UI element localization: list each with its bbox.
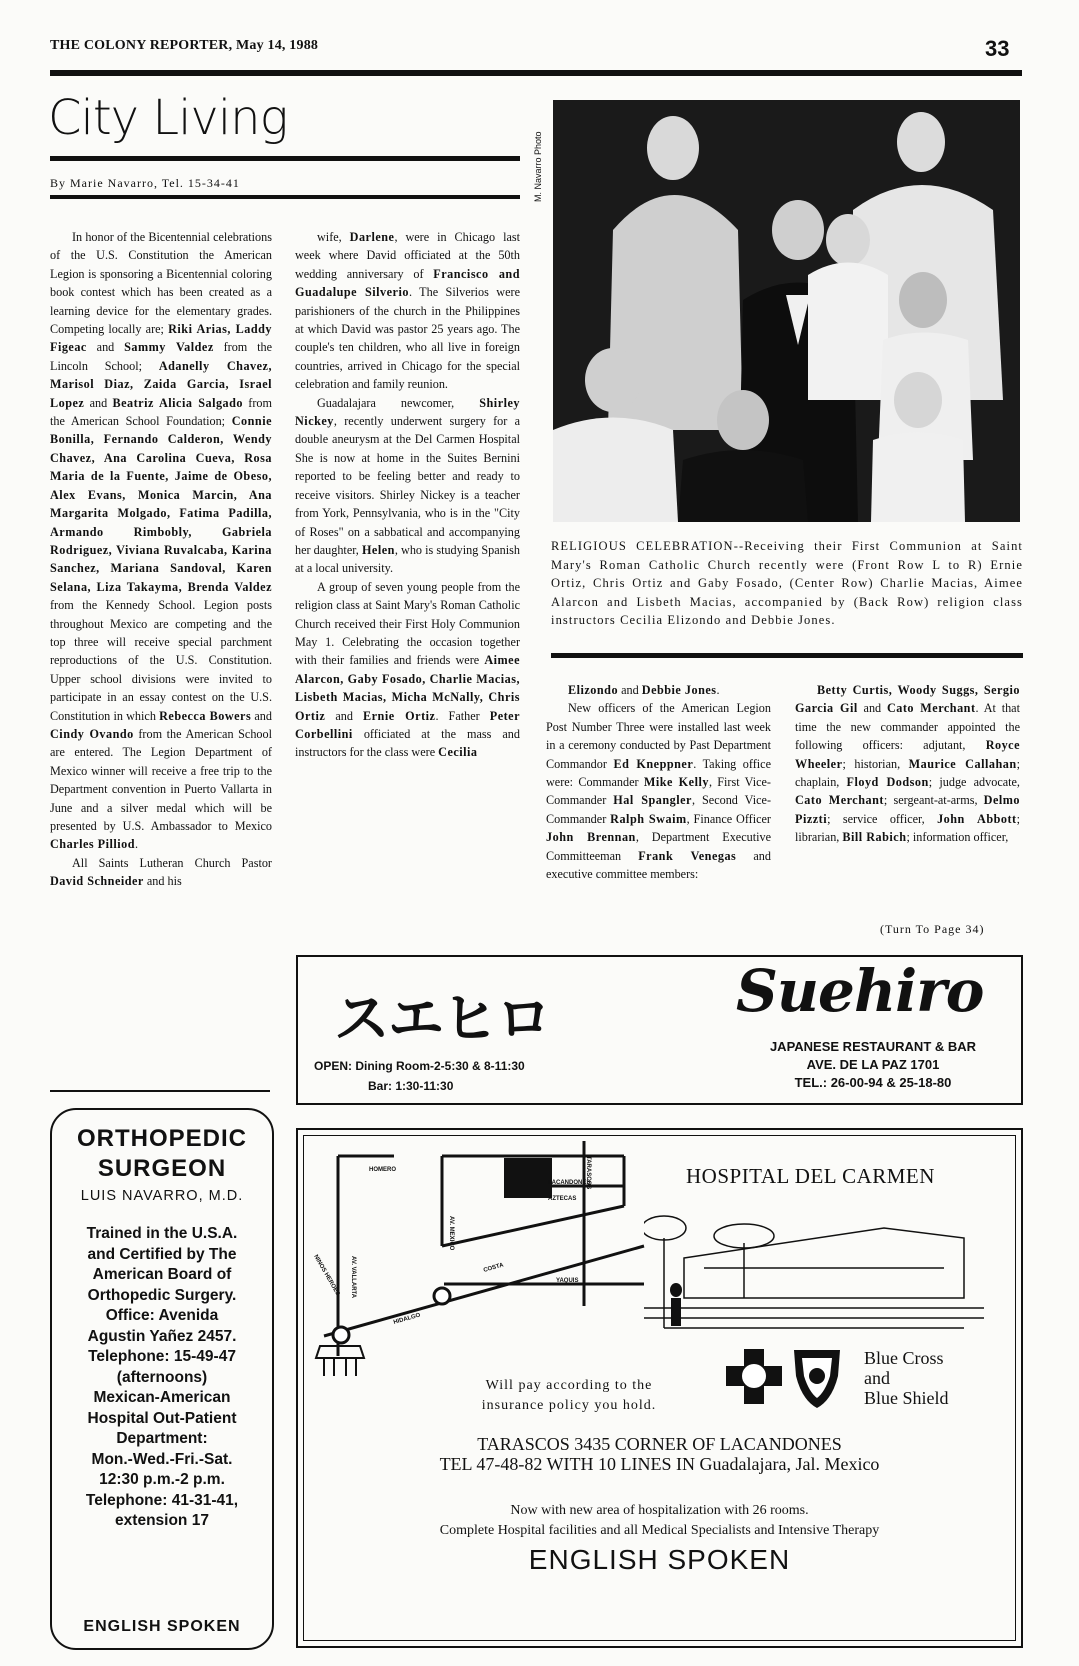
photo-credit: M. Navarro Photo	[533, 131, 543, 202]
insurer-line: Blue Shield	[864, 1388, 949, 1408]
ortho-title-line2: SURGEON	[97, 1155, 227, 1182]
article-paragraph: Guadalajara newcomer, Shirley Nickey, recently underwent surgery for a double aneurysm at the Del Carmen Hospital She is now at home in the Suites Bernini reported to be feeling better and ready to receive visitors. Shirley Nickey is a teacher from York, Pennsylvania, who is in the "City of Roses" on a sabbatical and accompanying her daughter, Helen, who is studying Spanish at a local university.	[295, 395, 520, 576]
article-paragraph: A group of seven young people from the religion class at Saint Mary's Roman Catholic Church received their First Holy Communion May 1. Celebrating the occasion together with their families and friends were Aimee Alarcon, Gaby Fosado, Charlie Macias, Lisbeth Macias, Micha McNally, Chris Ortiz and Ernie Ortiz. Father Peter Corbellini officiated at the mass and instructors for the class were Cecilia	[295, 579, 520, 760]
section-title: City Living	[48, 90, 288, 146]
title-rule	[50, 156, 520, 161]
ortho-line: and Certified by The	[87, 1245, 237, 1263]
ortho-line: Hospital Out-Patient	[87, 1409, 237, 1427]
monument-icon	[316, 1346, 364, 1376]
dining-hours: OPEN: Dining Room-2-5:30 & 8-11:30	[314, 1059, 525, 1073]
article-paragraph: All Saints Lutheran Church Pastor David Schneider and his	[50, 855, 272, 889]
bold-name: Maurice Callahan	[908, 756, 1017, 771]
article-column-1	[50, 228, 272, 891]
blue-cross-text	[864, 1348, 949, 1408]
article-column-4	[795, 681, 1020, 847]
hospital-building-illustration	[644, 1198, 984, 1338]
ortho-line: Agustin Yañez 2457.	[87, 1327, 237, 1345]
map-label: COSTA	[482, 1262, 505, 1274]
byline: By Marie Navarro, Tel. 15-34-41	[50, 176, 240, 190]
bold-name: Charles Pilliod	[50, 837, 136, 852]
map-label: YAQUIS	[556, 1278, 579, 1284]
bold-name: Sammy Valdez	[124, 340, 214, 355]
rooms-line: Now with new area of hospitalization with 26 rooms.	[510, 1503, 809, 1518]
bold-name: Rebecca Bowers	[159, 708, 252, 723]
hospital-facilities	[304, 1501, 1015, 1541]
ortho-line: Trained in the U.S.A.	[86, 1225, 238, 1242]
hospital-address	[304, 1434, 1015, 1474]
bold-name: Beatriz Alicia Salgado	[112, 395, 244, 410]
ortho-line: Orthopedic Surgery.	[87, 1286, 237, 1304]
ortho-english-spoken: ENGLISH SPOKEN	[83, 1618, 241, 1635]
ortho-line: Mon.-Wed.-Fri.-Sat.	[91, 1450, 233, 1468]
ortho-line: Telephone: 41-31-41,	[85, 1491, 239, 1509]
bold-name: Mike Kelly	[643, 775, 709, 790]
bold-name: Cindy Ovando	[50, 726, 134, 741]
ortho-line: (afternoons)	[116, 1368, 208, 1386]
facilities-line: Complete Hospital facilities and all Medical Specialists and Intensive Therapy	[439, 1523, 880, 1538]
map-label: LACANDONES	[548, 1180, 591, 1186]
ortho-details	[52, 1224, 272, 1532]
caption-rule	[551, 653, 1023, 658]
ortho-line: Telephone: 15-49-47	[88, 1348, 236, 1365]
map-label: TARASCOS	[585, 1156, 591, 1190]
masthead: THE COLONY REPORTER, May 14, 1988	[50, 38, 319, 53]
hospital-english-spoken: ENGLISH SPOKEN	[528, 1544, 791, 1575]
bold-name: Connie Bonilla, Fernando Calderon, Wendy Chavez, Ana Carolina Cueva, Rosa Maria de la Fuente, Jaime de Obeso, Alex Evans, Monica Marcin, Ana Margarita Molgado, Fatima Padilla, Armando Rimbobly, Gabriela Rodriguez, Viviana Ruvalcaba, Karina Sanchez, Mariana Sandoval, Karen Selana, Liza Takayma, Brenda Valdez	[50, 414, 272, 594]
bold-name: John Brennan	[546, 830, 636, 845]
suehiro-wordmark: Suehiro	[736, 957, 984, 1025]
bold-name: Royce Wheeler	[795, 738, 1020, 771]
map-label: AV. MEXICO	[448, 1216, 454, 1251]
bold-name: Betty Curtis, Woody Suggs, Sergio Garcia Gil	[795, 683, 1020, 716]
bold-name: David Schneider	[50, 874, 144, 889]
bold-name: Adanelly Chavez, Marisol Diaz, Zaida Garcia, Israel Lopez	[50, 358, 272, 410]
insurance-note-line: Will pay according to the	[485, 1378, 653, 1393]
article-column-2	[295, 228, 520, 762]
bold-name: Elizondo	[568, 683, 619, 697]
article-paragraph: Elizondo and Debbie Jones.	[568, 683, 720, 697]
orthopedic-surgeon-ad	[50, 1108, 274, 1650]
ortho-line: Office: Avenida	[105, 1307, 219, 1324]
bold-name: Bill Rabich	[842, 830, 907, 845]
bold-name: Hal Spangler	[613, 793, 692, 808]
column-end-rule	[50, 1090, 270, 1092]
bold-name: Cato Merchant	[886, 701, 976, 716]
hospital-ad-frame	[303, 1135, 1016, 1641]
map-label: NINOS HEROES	[312, 1254, 341, 1297]
bold-name: Delmo Pizzti	[795, 793, 1020, 826]
ortho-title-line1: ORTHOPEDIC	[76, 1125, 247, 1152]
bold-name: Helen	[361, 542, 395, 557]
byline-rule	[50, 195, 520, 199]
masthead-rule	[50, 70, 1022, 76]
bold-name: Aimee Alarcon, Gaby Fosado, Charlie Macias, Lisbeth Macias, Micha McNally, Chris Ortiz	[295, 653, 520, 723]
article-paragraph: In honor of the Bicentennial celebrations of the U.S. Constitution the American Legion is sponsoring a Bicentennial coloring book contest which has been created as a learning device for the elementary grades. Competing locally are; Riki Arias, Laddy Figeac and Sammy Valdez from the Lincoln School; Adanelly Chavez, Marisol Diaz, Zaida Garcia, Israel Lopez and Beatriz Alicia Salgado from the American School Foundation; Connie Bonilla, Fernando Calderon, Wendy Chavez, Ana Carolina Cueva, Rosa Maria de la Fuente, Jaime de Obeso, Alex Evans, Monica Marcin, Ana Margarita Molgado, Fatima Padilla, Armando Rimbobly, Gabriela Rodriguez, Viviana Ruvalcaba, Karina Sanchez, Mariana Sandoval, Karen Selana, Liza Takayma, Brenda Valdez from the Kennedy School. Legion posts throughout Mexico are competing and the top three will receive special parchment reproductions of the U.S. Constitution. Upper school divisions were invited to participate in an essay contest on the U.S. Constitution in which Rebecca Bowers and Cindy Ovando from the American School are entered. The Legion Department of Mexico winner will receive a free trip to the Department convention in Puerto Vallarta in June and a silver medal which will be presented by U.S. Ambassador to Mexico Charles Pilliod.	[50, 230, 272, 852]
bold-name: Ernie Ortiz	[363, 708, 436, 723]
bold-name: Francisco and Guadalupe Silverio	[295, 266, 520, 300]
suehiro-restaurant-ad	[296, 955, 1023, 1105]
restaurant-phone: TEL.: 26-00-94 & 25-18-80	[794, 1075, 952, 1090]
insurer-line: Blue Cross	[864, 1348, 944, 1368]
bold-name: Cecilia	[438, 745, 478, 760]
bold-name: Floyd Dodson	[846, 775, 929, 790]
ortho-line: American Board of	[92, 1266, 232, 1283]
bold-name: Riki Arias, Laddy Figeac	[50, 322, 272, 355]
insurance-note	[454, 1376, 684, 1416]
bold-name: John Abbott	[937, 811, 1017, 826]
ortho-line: 12:30 p.m.-2 p.m.	[99, 1471, 225, 1488]
photo-illustration	[553, 100, 1020, 522]
communion-photo	[553, 100, 1020, 522]
article-column-3	[546, 681, 771, 883]
article-paragraph: wife, Darlene, were in Chicago last week where David officiated at the 50th wedding anniversary of Francisco and Guadalupe Silverio. The Silverios were parishioners of the church in the Philippines at which David was pastor 25 years ago. The couple's ten children, who all live in foreign countries, arrived in Chicago for the special celebration and family reunion.	[295, 230, 520, 392]
bold-name: Darlene	[349, 230, 395, 244]
doctor-name: LUIS NAVARRO, M.D.	[80, 1188, 244, 1204]
turn-to-page: (Turn To Page 34)	[880, 922, 985, 936]
bar-hours: Bar: 1:30-11:30	[368, 1079, 454, 1093]
address-line: TEL 47-48-82 WITH 10 LINES IN Guadalajara, Jal. Mexico	[439, 1454, 880, 1474]
insurance-note-line: insurance policy you hold.	[481, 1398, 657, 1413]
map-label: HIDALGO	[392, 1312, 422, 1326]
photo-caption: RELIGIOUS CELEBRATION--Receiving their First Communion at Saint Mary's Roman Catholic Church recently were (Front Row L to R) Ernie Ortiz, Chris Ortiz and Gaby Fosado, (Center Row) Charlie Macias, Aimee Alarcon and Lisbeth Macias, accompanied by (Back Row) religion class instructors Cecilia Elizondo and Debbie Jones.	[551, 539, 1023, 628]
suehiro-katakana-logo: スエヒロ	[334, 987, 550, 1052]
ortho-line: Department:	[116, 1430, 208, 1447]
ortho-line: extension 17	[115, 1512, 209, 1529]
page-number: 33	[985, 36, 1010, 61]
bold-name: Cato Merchant	[795, 793, 884, 808]
map-label: HOMERO	[369, 1167, 396, 1173]
bold-name: Ed Kneppner	[613, 756, 694, 771]
article-paragraph: New officers of the American Legion Post Number Three were installed last week in a ceremony conducted by Past Department Commandor Ed Kneppner. Taking office were: Commander Mike Kelly, First Vice-Commander Hal Spangler, Second Vice-Commander Ralph Swaim, Finance Officer John Brennan, Department Executive Committeeman Frank Venegas and executive committee members:	[546, 701, 772, 882]
bold-name: Ralph Swaim	[610, 811, 687, 826]
blue-cross-blue-shield-icon	[722, 1344, 852, 1414]
restaurant-address: AVE. DE LA PAZ 1701	[806, 1057, 940, 1072]
bold-name: Shirley Nickey	[295, 395, 520, 429]
map-label: AZTECAS	[548, 1196, 577, 1202]
bold-name: Frank Venegas	[638, 848, 737, 863]
hospital-name: HOSPITAL DEL CARMEN	[686, 1164, 935, 1188]
hospital-del-carmen-ad	[296, 1128, 1023, 1648]
bold-name: Peter Corbellini	[295, 708, 520, 741]
insurer-line: and	[864, 1368, 890, 1388]
restaurant-tagline: JAPANESE RESTAURANT & BAR	[769, 1039, 977, 1054]
ortho-line: Mexican-American	[93, 1389, 231, 1406]
map-label: AV. VALLARTA	[350, 1256, 356, 1299]
address-line: TARASCOS 3435 CORNER OF LACANDONES	[477, 1434, 842, 1454]
bold-name: Debbie Jones	[641, 683, 717, 697]
hospital-location-map	[304, 1136, 664, 1376]
article-paragraph: Betty Curtis, Woody Suggs, Sergio Garcia Gil and Cato Merchant. At that time the new commander appointed the following officers: adjutant, Royce Wheeler; historian, Maurice Callahan; chaplain, Floyd Dodson; judge advocate, Cato Merchant; sergeant-at-arms, Delmo Pizzti; service officer, John Abbott; librarian, Bill Rabich; information officer,	[795, 683, 1021, 845]
